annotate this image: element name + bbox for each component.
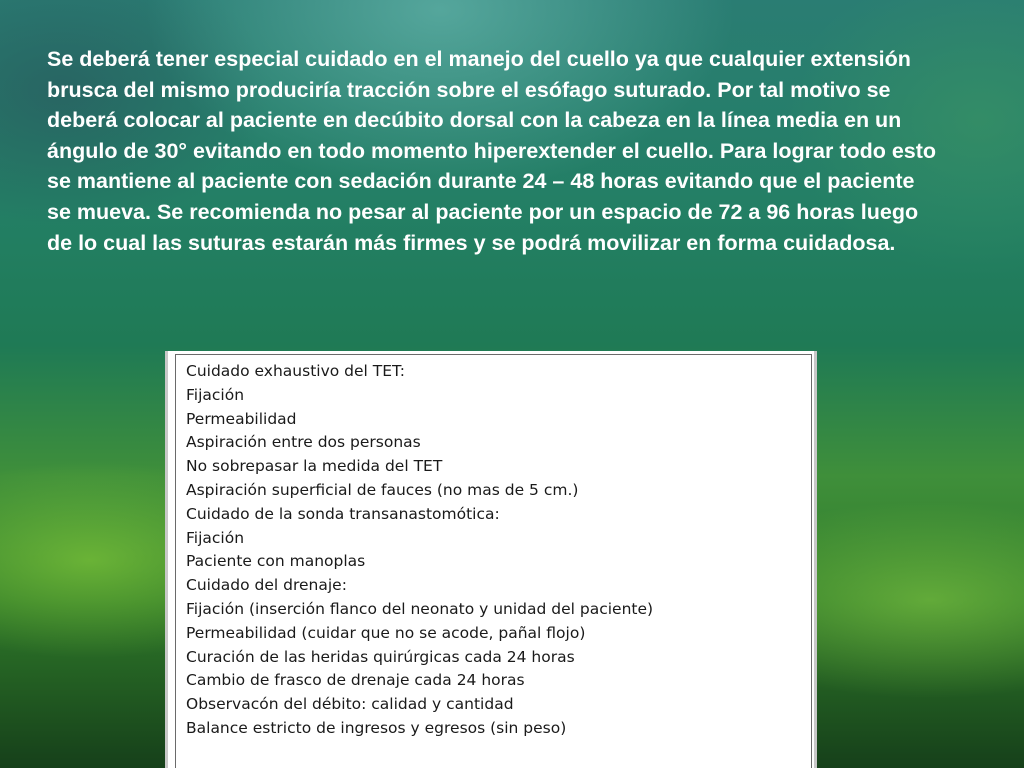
- care-list-item: Cuidado exhaustivo del TET:: [186, 362, 406, 380]
- care-list: [176, 355, 811, 741]
- care-list-item: Balance estricto de ingresos y egresos (sin peso): [186, 718, 567, 737]
- care-list-item: Fijación (inserción flanco del neonato y unidad del paciente): [186, 599, 654, 618]
- care-list-item: Curación de las heridas quirúrgicas cada 24 horas: [186, 647, 575, 666]
- care-list-frame: [175, 354, 812, 768]
- care-list-item: Observacón del débito: calidad y cantidad: [186, 695, 514, 714]
- slide-paragraph: Se deberá tener especial cuidado en el manejo del cuello ya que cualquier extensión brusca del mismo produciría tracción sobre el esófago suturado. Por tal motivo se deberá colocar al paciente en decúbito dorsal con la cabeza en la línea media en un ángulo de 30° evitando en todo momento hiperextender el cuello. Para lograr todo esto se mantiene al paciente con sedación durante 24 – 48 horas evitando que el paciente se mueva. Se recomienda no pesar al paciente por un espacio de 72 a 96 horas luego de lo cual las suturas estarán más firmes y se podrá movilizar en forma cuidadosa.: [47, 47, 937, 255]
- care-list-item: Cuidado de la sonda transanastomótica:: [186, 504, 500, 523]
- care-list-item: Fijación: [186, 528, 245, 547]
- care-list-item: Fijación: [186, 385, 245, 404]
- care-list-item: Cuidado del drenaje:: [186, 576, 347, 595]
- care-list-item: Permeabilidad: [186, 409, 297, 428]
- care-list-item: No sobrepasar la medida del TET: [186, 457, 443, 476]
- care-list-panel: [165, 351, 817, 768]
- care-list-item: Aspiración superficial de fauces (no mas de 5 cm.): [186, 480, 579, 499]
- care-list-item: Permeabilidad (cuidar que no se acode, pañal flojo): [186, 623, 586, 642]
- care-list-item: Aspiración entre dos personas: [186, 433, 421, 452]
- care-list-item: Paciente con manoplas: [186, 552, 366, 571]
- care-list-item: Cambio de frasco de drenaje cada 24 horas: [186, 671, 525, 690]
